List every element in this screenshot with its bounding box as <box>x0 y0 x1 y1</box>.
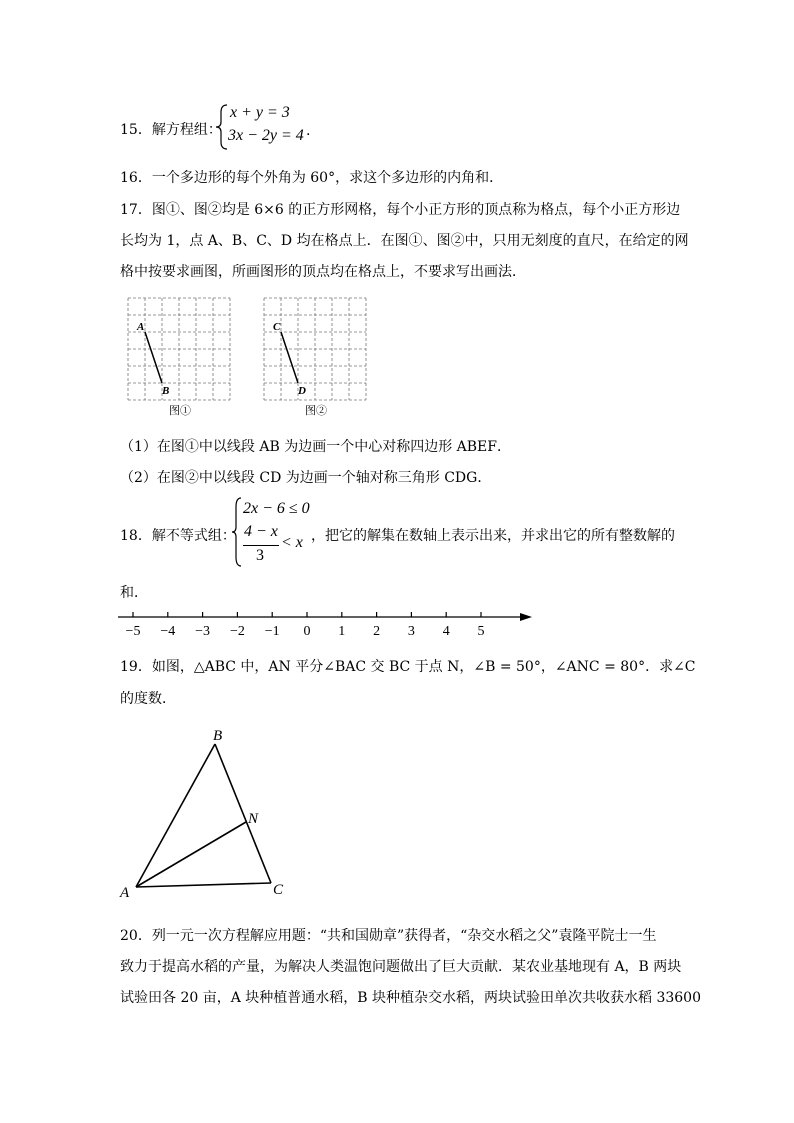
q17-figure-1 <box>126 296 234 418</box>
vertex-a-label: A <box>120 885 130 901</box>
number-line-tick-label: 5 <box>477 624 485 638</box>
segment-an <box>136 822 246 887</box>
point-d-label: D <box>298 385 306 397</box>
q17-line2: 长均为 1，点 A、B、C、D 均在格点上．在图①、图②中，只用无刻度的直尺，在给定的网 <box>120 233 689 249</box>
q20-line3: 试验田各 20 亩，A 块种植普通水稻，B 块种植杂交水稻，两块试验田单次共收获水稻 33600 <box>120 990 701 1006</box>
q18-ineq2-rhs: < x <box>281 534 303 551</box>
q17-figure-2 <box>262 296 370 418</box>
point-n-label: N <box>248 811 259 827</box>
q18-line2: 和． <box>120 585 148 601</box>
side-ac <box>136 883 271 887</box>
triangle-figure <box>116 722 306 904</box>
number-line-tick-label: 0 <box>303 624 311 638</box>
vertex-b-label: B <box>213 728 223 744</box>
segment-ab <box>145 332 162 383</box>
number-line-tick-label: 2 <box>373 624 381 638</box>
number-line-tick-label: −4 <box>160 624 176 638</box>
point-c-label: C <box>273 321 281 333</box>
number-line-tick-label: −1 <box>264 624 280 638</box>
number-line-tick-label: 4 <box>442 624 450 638</box>
q17-sub1: （1）在图①中以线段 AB 为边画一个中心对称四边形 ABEF． <box>120 439 511 455</box>
q17-sub2: （2）在图②中以线段 CD 为边画一个轴对称三角形 CDG． <box>120 470 492 486</box>
q15-brace <box>215 104 229 150</box>
q17-line3: 格中按要求画图，所画图形的顶点均在格点上，不要求写出画法． <box>120 264 526 280</box>
q17-line1: 17．图①、图②均是 6×6 的正方形网格，每个小正方形的顶点称为格点，每个小正方形边 <box>120 202 681 218</box>
q15-end: . <box>306 123 311 139</box>
q15-label: 15．解方程组： <box>120 122 222 138</box>
number-line <box>116 606 538 638</box>
q19-line2: 的度数． <box>120 691 176 707</box>
number-line-tick-label: −2 <box>229 624 245 638</box>
q20-line1: 20．列一元一次方程解应用题：“共和国勋章”获得者，“杂交水稻之父”袁隆平院士一生 <box>120 928 657 944</box>
number-line-tick-label: −3 <box>195 624 211 638</box>
q18-frac-den: 3 <box>256 547 264 564</box>
side-ab <box>136 744 215 887</box>
q18-brace <box>231 497 243 567</box>
q16-text: 16．一个多边形的每个外角为 60°，求这个多边形的内角和． <box>120 170 504 186</box>
point-a-label: A <box>137 321 145 333</box>
q15-eq2: 3x − 2y = 4 <box>228 127 304 144</box>
number-line-tick-label: 1 <box>338 624 346 638</box>
q20-line2: 致力于提高水稻的产量，为解决人类温饱问题做出了巨大贡献．某农业基地现有 A，B 两块 <box>120 959 682 975</box>
figure-2-caption: 图② <box>305 404 327 417</box>
q15-eq1: x + y = 3 <box>230 104 290 121</box>
q19-line1: 19．如图，△ABC 中，AN 平分∠BAC 交 BC 于点 N，∠B = 50°，∠ANC = 80°．求∠C <box>120 659 696 675</box>
q18-ineq1: 2x − 6 ≤ 0 <box>243 500 310 517</box>
figure-1-caption: 图① <box>169 404 191 417</box>
vertex-c-label: C <box>273 882 284 898</box>
side-bc <box>215 744 271 883</box>
q18-after: ，把它的解集在数轴上表示出来，并求出它的所有整数解的 <box>311 528 675 544</box>
q18-frac-num: 4 − x <box>244 523 278 540</box>
number-line-arrow <box>520 613 532 621</box>
point-b-label: B <box>162 385 170 397</box>
segment-cd <box>281 332 298 383</box>
number-line-tick-label: −5 <box>125 624 141 638</box>
q18-frac-bar <box>243 545 279 546</box>
q18-label: 18．解不等式组： <box>120 528 236 544</box>
number-line-tick-label: 3 <box>407 624 415 638</box>
